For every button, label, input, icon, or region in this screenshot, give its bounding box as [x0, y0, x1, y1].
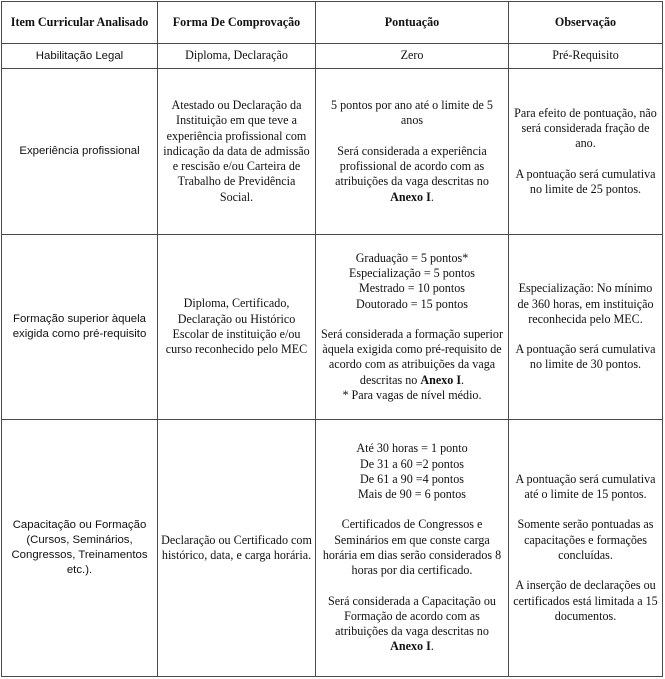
cell-pontuacao	[316, 420, 509, 677]
cell-observacao	[509, 235, 663, 420]
table-row-experiencia	[2, 69, 663, 235]
cell-observacao: Pré-Requisito	[509, 44, 663, 69]
observacao-text: A pontuação será cumulativa no limite de 30 pontos.	[515, 342, 656, 372]
pontuacao-text: Será considerada a formação superior àquela exigida como pré-requisito de acordo com as atribuições da vaga descritas no Anexo I.	[321, 326, 503, 387]
cell-item: Formação superior àquela exigida como pré-requisito	[2, 235, 158, 420]
list-item: Mais de 90 = 6 pontos	[358, 487, 466, 502]
list-item: De 31 a 60 =2 pontos	[360, 456, 464, 471]
cell-forma: Diploma, Certificado, Declaração ou Histórico Escolar de instituição e/ou curso reconhecido pelo MEC	[158, 235, 316, 420]
anexo-ref: Anexo I	[390, 639, 431, 654]
list-item: Especialização = 5 pontos	[348, 265, 476, 280]
header-pontuacao: Pontuação	[316, 2, 509, 44]
observacao-text: A inserção de declarações ou certificados está limitada a 15 documentos.	[513, 578, 658, 623]
list-item: Graduação = 5 pontos*	[355, 250, 469, 265]
pontuacao-list	[319, 441, 505, 502]
cell-forma: Diploma, Declaração	[158, 44, 316, 69]
cell-item: Capacitação ou Formação (Cursos, Seminários, Congressos, Treinamentos etc.).	[2, 420, 158, 677]
criteria-table	[1, 1, 663, 677]
header-row	[2, 2, 663, 44]
observacao-text: A pontuação será cumulativa até o limite de 15 pontos.	[515, 471, 656, 502]
pontuacao-text: Será considerada a Capacitação ou Formação de acordo com as atribuições da vaga descritas no Anexo I.	[328, 593, 496, 654]
observacao-text: Somente serão pontuadas as capacitações e formações concluídas.	[517, 517, 654, 562]
cell-observacao	[509, 69, 663, 235]
cell-forma: Atestado ou Declaração da Instituição em que teve a experiência profissional com indicação da data de admissão e rescisão e/ou Carteira de Trabalho de Previdência Social.	[158, 69, 316, 235]
cell-pontuacao: Zero	[316, 44, 509, 69]
anexo-ref: Anexo I	[420, 372, 462, 387]
list-item: Mestrado = 10 pontos	[359, 281, 465, 296]
pontuacao-text: Certificados de Congressos e Seminários em que conste carga horária em dias serão considerados 8 horas por dia certificado.	[322, 517, 502, 578]
cell-pontuacao	[316, 69, 509, 235]
list-item: Doutorado = 15 pontos	[356, 296, 468, 311]
anexo-ref: Anexo I	[390, 189, 431, 204]
cell-forma: Declaração ou Certificado com histórico, data, e carga horária.	[158, 420, 316, 677]
observacao-text: Especialização: No mínimo de 360 horas, em instituição reconhecida pelo MEC.	[517, 281, 654, 326]
cell-item: Experiência profissional	[2, 69, 158, 235]
observacao-text: A pontuação será cumulativa no limite de 25 pontos.	[515, 166, 656, 196]
pontuacao-text: 5 pontos por ano até o limite de 5 anos	[331, 98, 493, 128]
footnote: * Para vagas de nível médio.	[342, 388, 482, 403]
table-row-habilitacao	[2, 44, 663, 69]
observacao-text: Para efeito de pontuação, não será considerada fração de ano.	[514, 105, 657, 151]
pontuacao-text: Será considerada a experiência profissional de acordo com as atribuições da vaga descritas no Anexo I.	[335, 143, 489, 204]
header-item-curricular: Item Curricular Analisado	[2, 2, 158, 44]
list-item: De 61 a 90 =4 pontos	[360, 471, 464, 486]
cell-item: Habilitação Legal	[2, 44, 158, 69]
header-forma-comprovacao: Forma De Comprovação	[158, 2, 316, 44]
cell-observacao	[509, 420, 663, 677]
cell-pontuacao	[316, 235, 509, 420]
list-item: Até 30 horas = 1 ponto	[356, 441, 468, 456]
header-observacao: Observação	[509, 2, 663, 44]
table-row-formacao-superior	[2, 235, 663, 420]
pontuacao-list	[319, 251, 505, 312]
table-row-capacitacao	[2, 420, 663, 677]
